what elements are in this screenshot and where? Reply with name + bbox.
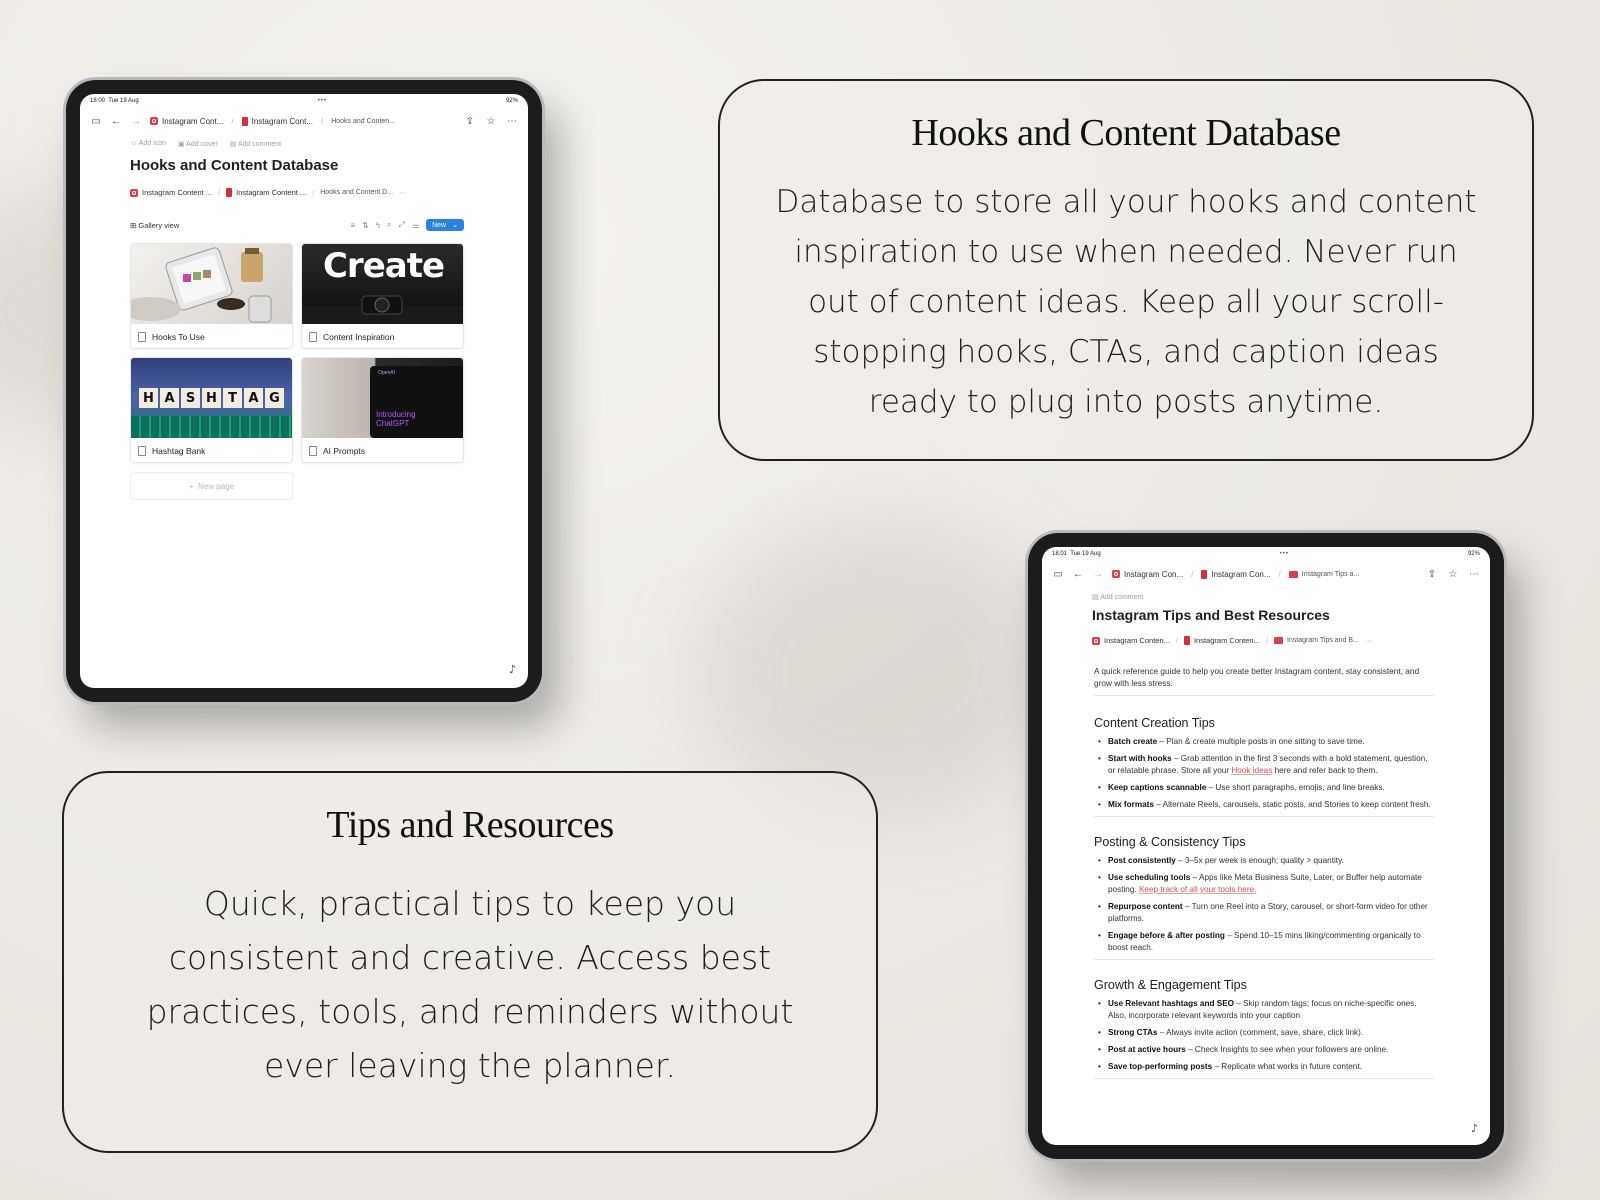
page-title: Instagram Tips and Best Resources bbox=[1092, 607, 1330, 623]
page-content bbox=[1042, 587, 1430, 1079]
letter-tile: T bbox=[223, 388, 242, 408]
card-body: Quick, practical tips to keep you consistent and creative. Access best practices, tools, and reminders without ever leaving the planner. bbox=[146, 884, 794, 1085]
add-icon-label: Add icon bbox=[138, 140, 166, 147]
page-breadcrumb-label: Instagram Conten... bbox=[1104, 636, 1170, 645]
page-breadcrumb-item[interactable] bbox=[1274, 637, 1359, 644]
tip-bold-label: Post consistently bbox=[1108, 856, 1176, 865]
breadcrumb-separator: / bbox=[218, 188, 221, 197]
growth-engagement-list bbox=[1094, 998, 1434, 1073]
tip-text: – Skip random tags; focus on niche-specific ones. Also, incorporate relevant keywords into your caption bbox=[1108, 999, 1417, 1020]
filter-icon[interactable]: ≡ bbox=[350, 220, 356, 230]
tip-text: – Check Insights to see when your followers are online. bbox=[1185, 1045, 1389, 1054]
more-icon[interactable]: ⋯ bbox=[1469, 568, 1479, 580]
card-title: Tips and Resources bbox=[326, 804, 614, 846]
letter-tile: H bbox=[202, 388, 221, 408]
phone-icon bbox=[226, 188, 232, 197]
thumb-hashtag-photo bbox=[131, 358, 292, 438]
breadcrumb-separator: / bbox=[312, 188, 315, 197]
phone-icon bbox=[1201, 570, 1207, 579]
breadcrumb-instagram-content[interactable] bbox=[150, 117, 223, 126]
list-item bbox=[1094, 799, 1434, 811]
gallery-card-title: Hooks To Use bbox=[152, 332, 205, 342]
list-item bbox=[1094, 855, 1434, 867]
page-breadcrumb bbox=[130, 188, 528, 197]
letter-tile: G bbox=[265, 388, 284, 408]
breadcrumb-separator: / bbox=[1265, 636, 1268, 645]
gallery-card-caption bbox=[131, 324, 292, 349]
thumb-hooks-photo bbox=[131, 244, 292, 324]
letter-tile: A bbox=[244, 388, 263, 408]
list-item bbox=[1094, 736, 1434, 748]
tip-text: here and refer back to them. bbox=[1272, 766, 1378, 775]
letter-tile: A bbox=[160, 388, 179, 408]
thumb-create-photo bbox=[302, 244, 463, 324]
tools-link[interactable]: Keep track of all your tools here. bbox=[1138, 885, 1257, 894]
breadcrumb-separator: / bbox=[1278, 569, 1281, 579]
breadcrumb-instagram-content[interactable] bbox=[1112, 570, 1183, 579]
instagram-icon bbox=[130, 189, 138, 197]
page-breadcrumb-item[interactable] bbox=[320, 189, 393, 196]
tip-bold-label: Use Relevant hashtags and SEO bbox=[1108, 999, 1235, 1008]
star-icon[interactable]: ☆ bbox=[486, 115, 496, 127]
breadcrumb-separator: / bbox=[320, 116, 324, 126]
page-content bbox=[80, 134, 528, 500]
nav-bar bbox=[1042, 561, 1490, 587]
page-breadcrumb-item[interactable] bbox=[1092, 636, 1170, 645]
status-bar bbox=[80, 94, 528, 108]
page-title: Hooks and Content Database bbox=[130, 157, 339, 174]
gallery-card-title: Hashtag Bank bbox=[152, 446, 206, 456]
breadcrumb-instagram-content-2[interactable] bbox=[1201, 570, 1270, 579]
card-body: Database to store all your hooks and content inspiration to use when needed. Never run out of content ideas. Keep all your scroll-stopping hooks, CTAs, and caption ideas ready to plug into posts anytime. bbox=[775, 184, 1477, 420]
content-creation-list bbox=[1094, 736, 1434, 811]
add-comment-button[interactable]: ▤ Add comment bbox=[1092, 594, 1144, 601]
tip-text: – Use short paragraphs, emojis, and line breaks. bbox=[1206, 783, 1385, 792]
tip-text: – Alternate Reels, carousels, static posts, and Stories to keep content fresh. bbox=[1153, 800, 1431, 809]
add-comment-label: Add comment bbox=[1100, 594, 1144, 601]
search-icon[interactable]: ⌕ bbox=[387, 220, 392, 229]
breadcrumb-label: Instagram Con... bbox=[1124, 569, 1184, 579]
multitask-dots[interactable]: ••• bbox=[1279, 551, 1289, 557]
battery-level: 92% bbox=[1467, 551, 1480, 557]
tip-bold-label: Start with hooks bbox=[1108, 754, 1172, 763]
list-item bbox=[1094, 1027, 1434, 1039]
add-comment-button[interactable]: ▤ Add comment bbox=[229, 141, 282, 148]
database-toolbar bbox=[130, 219, 464, 231]
list-item bbox=[1094, 753, 1434, 777]
status-time: 18:01 bbox=[1052, 551, 1068, 557]
thumb-ai-photo bbox=[302, 358, 463, 438]
desk-flatlay-image bbox=[131, 244, 292, 324]
board-grid bbox=[131, 416, 292, 438]
breadcrumb-separator: / bbox=[1175, 636, 1178, 645]
multitask-dots[interactable]: ••• bbox=[317, 98, 327, 104]
tip-bold-label: Batch create bbox=[1108, 737, 1158, 746]
card-tips-resources bbox=[62, 771, 878, 1153]
phone-headline: Introducing ChatGPT bbox=[376, 410, 416, 428]
page-icon bbox=[309, 446, 317, 456]
card-hooks-database bbox=[718, 79, 1534, 461]
page-breadcrumb bbox=[1092, 636, 1430, 645]
page-icon bbox=[138, 446, 146, 456]
chevron-down-icon: ⌄ bbox=[452, 222, 458, 229]
battery-level: 92% bbox=[505, 98, 518, 104]
tip-bold-label: Save top-performing posts bbox=[1108, 1062, 1213, 1071]
gallery-card-title: AI Prompts bbox=[323, 446, 366, 456]
breadcrumb-label: Instagram Tips a... bbox=[1301, 570, 1360, 578]
tip-bold-label: Repurpose content bbox=[1108, 902, 1183, 911]
list-item bbox=[1094, 901, 1434, 925]
list-item bbox=[1094, 1061, 1434, 1073]
star-icon[interactable]: ☆ bbox=[1448, 568, 1458, 580]
gallery-card-title: Content Inspiration bbox=[323, 332, 395, 342]
tip-bold-label: Mix formats bbox=[1108, 800, 1154, 809]
tip-text: – Turn one Reel into a Story, carousel, or short-form video for other platforms. bbox=[1108, 902, 1428, 923]
ipad-gallery bbox=[66, 80, 542, 702]
breadcrumb-label: Instagram Con... bbox=[1211, 569, 1271, 579]
list-item bbox=[1094, 782, 1434, 794]
forward-arrow-icon[interactable]: → bbox=[131, 115, 141, 127]
sort-icon[interactable]: ⇅ bbox=[362, 220, 369, 230]
back-arrow-icon[interactable]: ← bbox=[1073, 568, 1083, 580]
section-heading-posting-consistency: Posting & Consistency Tips bbox=[1094, 835, 1246, 849]
camera-on-desk-image bbox=[302, 244, 463, 324]
breadcrumb-separator: / bbox=[231, 116, 234, 126]
notion-ai-icon[interactable]: ♪ bbox=[1470, 1122, 1478, 1135]
tip-bold-label: Engage before & after posting bbox=[1108, 931, 1225, 940]
page-breadcrumb-label: Instagram Tips and B... bbox=[1286, 637, 1359, 644]
new-page-button[interactable]: + New page bbox=[130, 472, 293, 500]
letter-tile: H bbox=[139, 388, 158, 408]
hook-ideas-link[interactable]: Hook ideas bbox=[1231, 766, 1273, 775]
create-sign-text: Create bbox=[322, 246, 445, 286]
list-item bbox=[1094, 872, 1434, 896]
gallery-card-ai-prompts[interactable] bbox=[301, 357, 464, 463]
add-cover-label: Add cover bbox=[186, 141, 218, 148]
tip-text: – Spend 10–15 mins liking/commenting organically to boost reach. bbox=[1108, 931, 1421, 952]
gallery-grid bbox=[130, 243, 528, 463]
page-icon bbox=[138, 332, 146, 342]
breadcrumb-instagram-content-2[interactable] bbox=[242, 117, 313, 126]
instagram-icon bbox=[150, 117, 158, 125]
share-icon[interactable]: ⇪ bbox=[465, 115, 475, 127]
page-breadcrumb-item[interactable] bbox=[226, 188, 306, 197]
page-breadcrumb-item[interactable] bbox=[130, 188, 212, 197]
automation-icon[interactable]: ϟ bbox=[375, 220, 381, 230]
new-page-label: New page bbox=[198, 481, 235, 491]
gallery-view-tab[interactable] bbox=[130, 221, 179, 230]
letter-tile: S bbox=[181, 388, 200, 408]
phone-icon bbox=[1184, 636, 1190, 645]
page-breadcrumb-item[interactable] bbox=[1184, 636, 1260, 645]
sidebar-icon[interactable]: ▭ bbox=[91, 115, 101, 127]
instagram-icon bbox=[1112, 570, 1120, 578]
new-button[interactable] bbox=[426, 219, 464, 231]
intro-text: A quick reference guide to help you create better Instagram content, stay consistent, and grow with less stress. bbox=[1094, 666, 1420, 688]
tip-text: – Replicate what works in future content. bbox=[1212, 1062, 1362, 1071]
gallery-card-caption bbox=[131, 438, 292, 463]
gallery-view-label: Gallery view bbox=[138, 220, 180, 230]
breadcrumb-label: Instagram Cont... bbox=[251, 116, 313, 126]
breadcrumb-label: Hooks and Conten... bbox=[331, 117, 396, 125]
gallery-card-caption bbox=[302, 324, 463, 349]
status-date: Tue 19 Aug bbox=[1070, 551, 1101, 557]
openai-brand-text: OpenAI bbox=[378, 370, 395, 376]
list-item bbox=[1094, 930, 1434, 954]
status-date: Tue 19 Aug bbox=[108, 98, 139, 104]
nav-bar bbox=[80, 108, 528, 134]
folder-icon bbox=[1289, 571, 1298, 578]
section-heading-content-creation: Content Creation Tips bbox=[1094, 716, 1215, 730]
forward-arrow-icon[interactable]: → bbox=[1093, 568, 1103, 580]
status-time: 18:00 bbox=[90, 98, 106, 104]
list-item bbox=[1094, 998, 1434, 1022]
divider bbox=[1094, 816, 1434, 817]
status-bar bbox=[1042, 547, 1490, 561]
page-breadcrumb-label: Instagram Content ... bbox=[236, 188, 307, 197]
breadcrumb-separator: / bbox=[1191, 569, 1194, 579]
more-icon[interactable]: ⋯ bbox=[507, 115, 517, 127]
tip-bold-label: Strong CTAs bbox=[1108, 1028, 1158, 1037]
page-meta-actions bbox=[1092, 593, 1430, 601]
page-breadcrumb-label: Instagram Conten... bbox=[1193, 636, 1260, 645]
settings-sliders-icon[interactable]: ⚌ bbox=[411, 220, 420, 230]
gallery-card-content-inspiration[interactable] bbox=[301, 243, 464, 349]
tip-text: – Always invite action (comment, save, share, click link). bbox=[1157, 1028, 1364, 1037]
tip-text: – 3–5x per week is enough; quality > quantity. bbox=[1175, 856, 1344, 865]
share-icon[interactable]: ⇪ bbox=[1427, 568, 1437, 580]
divider bbox=[1094, 959, 1434, 960]
breadcrumb-current[interactable] bbox=[1289, 571, 1360, 578]
phone-icon bbox=[242, 117, 248, 126]
tip-bold-label: Post at active hours bbox=[1108, 1045, 1186, 1054]
tip-text: – Plan & create multiple posts in one sitting to save time. bbox=[1157, 737, 1365, 746]
add-comment-label: Add comment bbox=[237, 141, 282, 148]
add-cover-button[interactable]: ▣ Add cover bbox=[177, 141, 218, 148]
gallery-card-hashtag-bank[interactable] bbox=[130, 357, 293, 463]
grid-icon: ⊞ bbox=[130, 220, 137, 230]
phone-screen-image bbox=[370, 366, 463, 438]
instagram-icon bbox=[1092, 637, 1100, 645]
add-icon-button[interactable]: ☺ Add icon bbox=[130, 140, 166, 147]
divider bbox=[1094, 1078, 1434, 1079]
ipad-gallery-screen bbox=[80, 94, 528, 688]
section-heading-growth-engagement: Growth & Engagement Tips bbox=[1094, 978, 1247, 992]
gallery-card-hooks[interactable] bbox=[130, 243, 293, 349]
scrabble-tiles bbox=[139, 388, 284, 408]
breadcrumb-current[interactable] bbox=[331, 118, 395, 125]
tip-text: – Apps like Meta Business Suite, Later, or Buffer help automate posting. bbox=[1108, 873, 1422, 894]
sidebar-icon[interactable]: ▭ bbox=[1053, 568, 1063, 580]
more-icon[interactable]: ⋯ bbox=[399, 188, 407, 197]
tip-bold-label: Keep captions scannable bbox=[1108, 783, 1207, 792]
page-meta-actions bbox=[130, 140, 528, 148]
expand-icon[interactable]: ⤢ bbox=[398, 220, 405, 229]
tip-bold-label: Use scheduling tools bbox=[1108, 873, 1191, 882]
tip-text: – Grab attention in the first 3 seconds with a bold statement, question, or relatable phrase. Store all your bbox=[1108, 754, 1428, 775]
breadcrumb-label: Instagram Cont... bbox=[162, 116, 224, 126]
ipad-tips bbox=[1028, 533, 1504, 1159]
page-icon bbox=[309, 332, 317, 342]
card-title: Hooks and Content Database bbox=[911, 112, 1341, 154]
folder-icon bbox=[1274, 637, 1283, 644]
new-button-label: New bbox=[432, 221, 447, 229]
gallery-card-caption bbox=[302, 438, 463, 463]
list-item bbox=[1094, 1044, 1434, 1056]
page-breadcrumb-label: Instagram Content ... bbox=[142, 188, 213, 197]
divider bbox=[1094, 695, 1434, 696]
page-breadcrumb-label: Hooks and Content D... bbox=[320, 189, 394, 196]
back-arrow-icon[interactable]: ← bbox=[111, 115, 121, 127]
ipad-tips-screen bbox=[1042, 547, 1490, 1145]
more-icon[interactable]: ⋯ bbox=[1364, 636, 1373, 645]
notion-ai-icon[interactable]: ♪ bbox=[508, 663, 516, 676]
posting-consistency-list bbox=[1094, 855, 1434, 954]
doc-body bbox=[1092, 665, 1434, 1079]
